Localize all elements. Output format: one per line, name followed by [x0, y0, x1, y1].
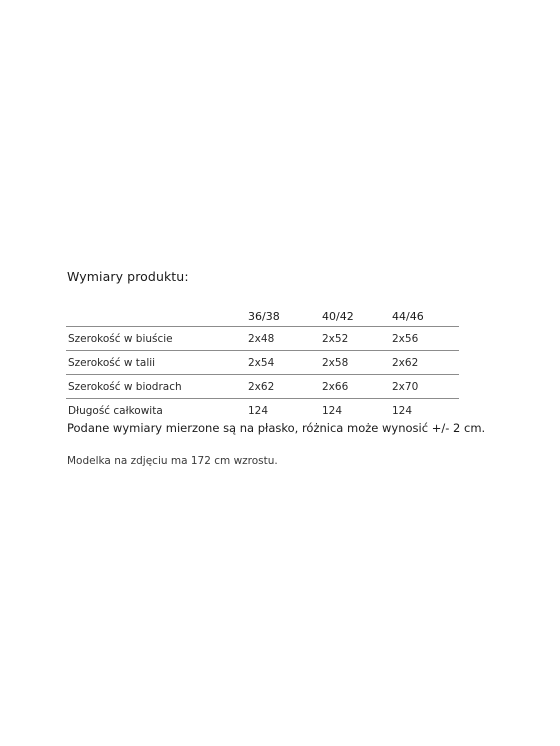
- table-cell: 2x58: [320, 351, 390, 375]
- table-cell: 2x56: [390, 327, 459, 351]
- row-label: Szerokość w talii: [66, 351, 246, 375]
- table-cell: 2x52: [320, 327, 390, 351]
- measurement-note: Podane wymiary mierzone są na płasko, różnica może wynosić +/- 2 cm.: [67, 421, 486, 435]
- table-header-cell: 40/42: [320, 302, 390, 327]
- table-row: [66, 327, 459, 351]
- table-cell: 2x54: [246, 351, 320, 375]
- table-cell: 124: [248, 404, 269, 417]
- row-label: Długość całkowita: [68, 404, 163, 417]
- table-cell: 124: [392, 404, 413, 417]
- table-cell: 2x66: [320, 375, 390, 399]
- table-cell: 2x62: [246, 375, 320, 399]
- row-label: Szerokość w biuście: [66, 327, 246, 351]
- table-row: [66, 399, 459, 423]
- page-title: Wymiary produktu:: [67, 269, 189, 284]
- table-row: [66, 351, 459, 375]
- table-header-row: [66, 302, 459, 327]
- table-header-cell: 36/38: [246, 302, 320, 327]
- size-table: [66, 302, 459, 422]
- table-header-cell: 44/46: [390, 302, 459, 327]
- table-header-cell: [66, 302, 246, 327]
- row-label: Szerokość w biodrach: [66, 375, 246, 399]
- table-cell: 124: [322, 404, 343, 417]
- table-cell: 2x70: [390, 375, 459, 399]
- model-height-note: Modelka na zdjęciu ma 172 cm wzrostu.: [67, 455, 278, 467]
- table-cell: 2x62: [390, 351, 459, 375]
- table-cell: 2x48: [246, 327, 320, 351]
- table-row: [66, 375, 459, 399]
